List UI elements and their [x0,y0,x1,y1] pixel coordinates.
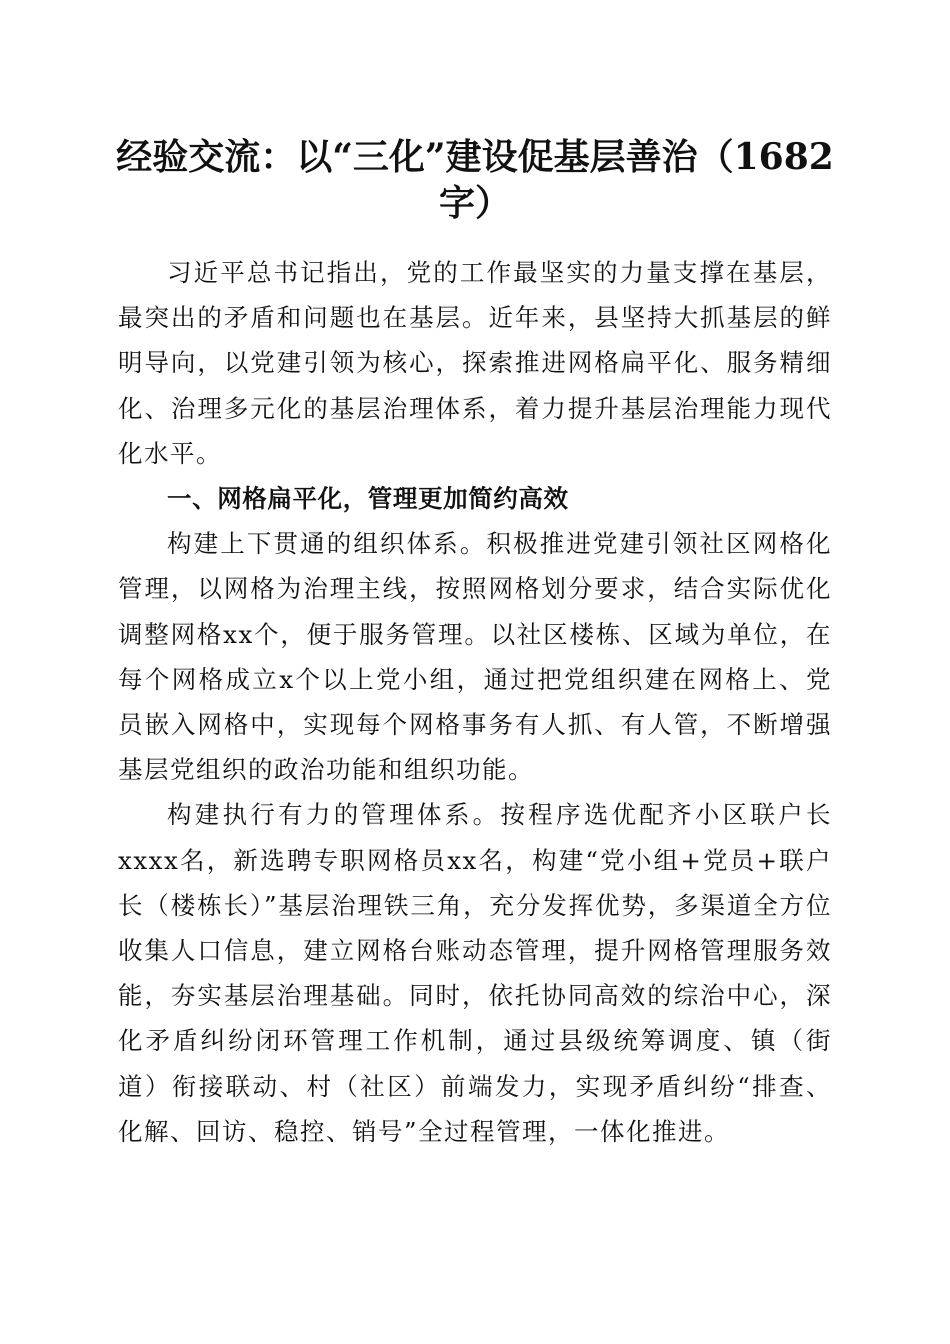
intro-paragraph: 习近平总书记指出，党的工作最坚实的力量支撑在基层，最突出的矛盾和问题也在基层。近年来，县坚持大抓基层的鲜明导向，以党建引领为核心，探索推进网格扁平化、服务精细化、治理多元化的基层治理体系，着力提升基层治理能力现代化水平。 [118,258,832,468]
section-heading: 一、网格扁平化，管理更加简约高效 [167,484,569,514]
document-title: 经验交流：以“三化”建设促基层善治（1682字） [116,136,834,224]
section-paragraph-2: 构建执行有力的管理体系。按程序选优配齐小区联户长xxxx名，新选聘专职网格员xx名，构建“党小组+党员+联户长（楼栋长）”基层治理铁三角，充分发挥优势，多渠道全方位收集人口信息，建立网格台账动态管理，提升网格管理服务效能，夯实基层治理基础。同时，依托协同高效的综治中心，深化矛盾纠纷闭环管理工作机制，通过县级统筹调度、镇（街道）衔接联动、村（社区）前端发力，实现矛盾纠纷“排查、化解、回访、稳控、销号”全过程管理，一体化推进。 [118,800,832,1146]
document-body [118,250,832,1154]
section-paragraph-1: 构建上下贯通的组织体系。积极推进党建引领社区网格化管理，以网格为治理主线，按照网格划分要求，结合实际优化调整网格xx个，便于服务管理。以社区楼栋、区域为单位，在每个网格成立x个以上党小组，通过把党组织建在网格上、党员嵌入网格中，实现每个网格事务有人抓、有人管，不断增强基层党组织的政治功能和组织功能。 [118,529,832,785]
